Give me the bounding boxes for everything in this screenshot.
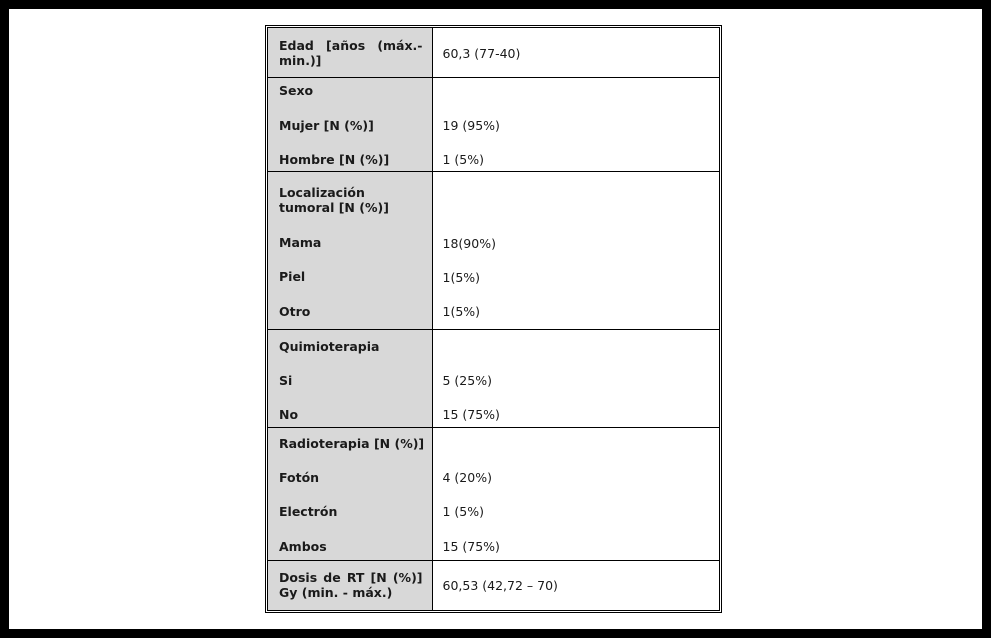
value-ambos: 15 (75%) <box>442 539 500 555</box>
label-dosis: Dosis de RT [N (%)] Gy (min. - máx.) <box>279 570 423 601</box>
table-row-radioterapia <box>268 428 719 561</box>
row-label-cell <box>268 171 432 329</box>
value-si: 5 (25%) <box>442 373 492 388</box>
patient-characteristics-table <box>267 27 720 611</box>
value-foton: 4 (20%) <box>442 470 492 486</box>
label-no: No <box>279 407 299 422</box>
table-row-sexo <box>268 77 719 171</box>
label-foton: Fotón <box>279 470 320 486</box>
row-value-cell <box>432 28 719 77</box>
table-row-edad <box>268 28 719 77</box>
value-electron: 1 (5%) <box>442 504 485 520</box>
value-mama: 18(90%) <box>442 235 496 251</box>
row-value-cell <box>432 428 719 561</box>
label-edad: Edad [años (máx.-min.)] <box>279 38 423 68</box>
row-value-cell <box>432 330 719 428</box>
row-label-cell <box>268 77 432 171</box>
row-value-cell <box>432 561 719 610</box>
label-mujer: Mujer [N (%)] <box>279 117 374 133</box>
row-value-cell <box>432 171 719 329</box>
value-edad: 60,3 (77-40) <box>442 46 521 61</box>
value-piel: 1(5%) <box>442 269 481 285</box>
label-sexo: Sexo <box>279 82 314 98</box>
value-hombre: 1 (5%) <box>442 151 485 167</box>
value-mujer: 19 (95%) <box>442 117 500 133</box>
row-value-cell <box>432 77 719 171</box>
row-label-cell <box>268 561 432 610</box>
label-mama: Mama <box>279 234 322 250</box>
table-row-quimioterapia <box>268 330 719 428</box>
row-label-cell <box>268 330 432 428</box>
label-ambos: Ambos <box>279 539 327 555</box>
label-radioterapia: Radioterapia [N (%)] <box>279 436 425 452</box>
label-piel: Piel <box>279 268 306 284</box>
table-row-dosis <box>268 561 719 610</box>
label-quimioterapia: Quimioterapia <box>279 339 380 354</box>
label-electron: Electrón <box>279 504 338 520</box>
label-si: Si <box>279 373 293 388</box>
table-row-localizacion <box>268 171 719 329</box>
label-hombre: Hombre [N (%)] <box>279 151 390 167</box>
value-no: 15 (75%) <box>442 407 500 422</box>
row-label-cell <box>268 28 432 77</box>
label-localizacion: Localización tumoral [N (%)] <box>279 184 389 215</box>
value-otro: 1(5%) <box>442 303 481 319</box>
label-otro: Otro <box>279 303 311 319</box>
value-dosis: 60,53 (42,72 – 70) <box>442 578 558 594</box>
row-label-cell <box>268 428 432 561</box>
